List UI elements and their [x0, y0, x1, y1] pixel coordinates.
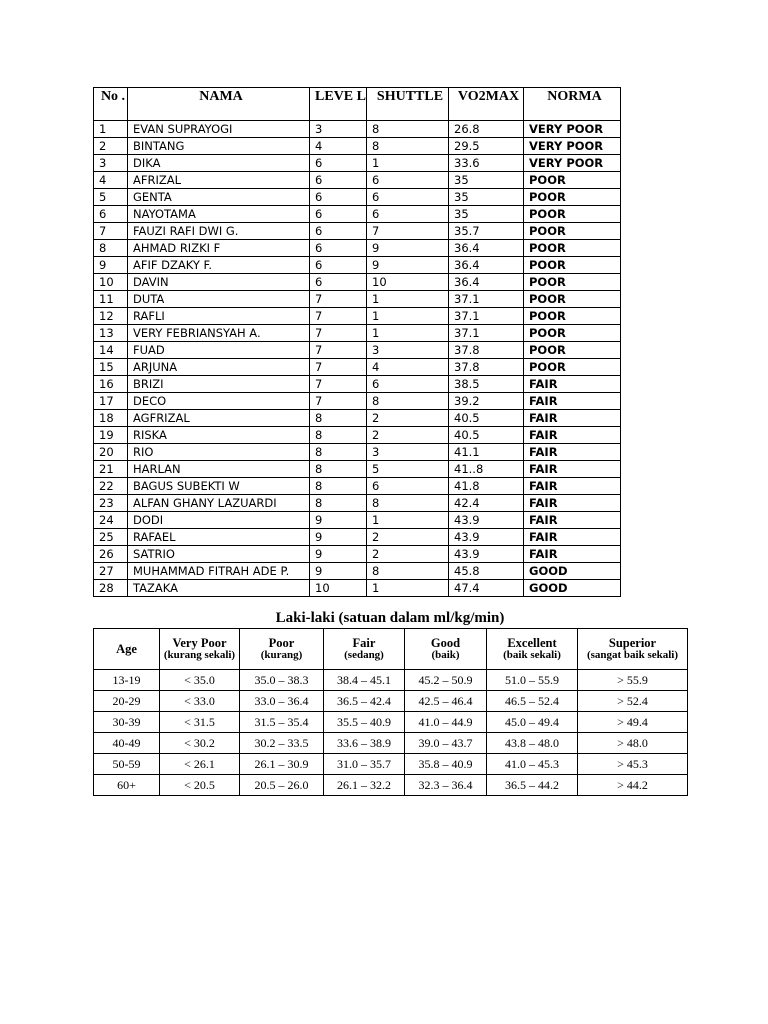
- cell-level: 9: [310, 563, 367, 580]
- cell-nama: ARJUNA: [128, 359, 310, 376]
- cell-norma: GOOD: [524, 580, 621, 597]
- cell-no: 3: [94, 155, 128, 172]
- cell-level: 7: [310, 393, 367, 410]
- cell-norma: FAIR: [524, 444, 621, 461]
- cell-range: 33.0 – 36.4: [240, 691, 324, 712]
- header-vo2max: VO2MAX: [449, 88, 524, 121]
- cell-no: 23: [94, 495, 128, 512]
- cell-nama: RIO: [128, 444, 310, 461]
- cell-shuttle: 6: [367, 478, 449, 495]
- norms-header-cell: [160, 629, 240, 670]
- cell-age: 60+: [94, 775, 160, 796]
- norms-header-sublabel: (baik sekali): [503, 649, 561, 661]
- table-row: [94, 691, 688, 712]
- cell-norma: FAIR: [524, 478, 621, 495]
- cell-range: 38.4 – 45.1: [324, 670, 405, 691]
- table-row: [94, 712, 688, 733]
- cell-range: < 31.5: [160, 712, 240, 733]
- table-row: [94, 359, 621, 376]
- cell-level: 6: [310, 274, 367, 291]
- cell-no: 16: [94, 376, 128, 393]
- cell-age: 50-59: [94, 754, 160, 775]
- cell-norma: POOR: [524, 257, 621, 274]
- cell-shuttle: 6: [367, 172, 449, 189]
- norms-header-label: Poor: [268, 636, 295, 650]
- cell-range: 35.5 – 40.9: [324, 712, 405, 733]
- norms-header-sublabel: (sedang): [344, 649, 384, 661]
- cell-level: 6: [310, 206, 367, 223]
- cell-level: 9: [310, 529, 367, 546]
- header-level: LEVE L: [310, 88, 367, 121]
- cell-norma: FAIR: [524, 461, 621, 478]
- cell-vo2max: 35.7: [449, 223, 524, 240]
- cell-norma: FAIR: [524, 393, 621, 410]
- norms-header-sublabel: (baik): [431, 649, 460, 661]
- table-row: [94, 444, 621, 461]
- table-row: [94, 512, 621, 529]
- header-norma: NORMA: [524, 88, 621, 121]
- cell-no: 2: [94, 138, 128, 155]
- table-row: [94, 427, 621, 444]
- table-row: [94, 155, 621, 172]
- table-row: [94, 563, 621, 580]
- header-no: No .: [94, 88, 128, 121]
- cell-norma: POOR: [524, 206, 621, 223]
- table-row: [94, 410, 621, 427]
- cell-nama: DIKA: [128, 155, 310, 172]
- cell-level: 6: [310, 189, 367, 206]
- results-header: [94, 88, 621, 121]
- cell-norma: FAIR: [524, 512, 621, 529]
- cell-no: 20: [94, 444, 128, 461]
- cell-no: 13: [94, 325, 128, 342]
- cell-range: > 49.4: [578, 712, 688, 733]
- norms-header-cell: [240, 629, 324, 670]
- cell-shuttle: 7: [367, 223, 449, 240]
- norms-header-label: Fair: [352, 636, 376, 650]
- cell-no: 26: [94, 546, 128, 563]
- cell-shuttle: 1: [367, 580, 449, 597]
- cell-level: 3: [310, 121, 367, 138]
- table-row: [94, 291, 621, 308]
- cell-range: 20.5 – 26.0: [240, 775, 324, 796]
- cell-vo2max: 45.8: [449, 563, 524, 580]
- cell-vo2max: 43.9: [449, 546, 524, 563]
- cell-no: 18: [94, 410, 128, 427]
- cell-shuttle: 8: [367, 393, 449, 410]
- cell-nama: HARLAN: [128, 461, 310, 478]
- cell-range: 42.5 – 46.4: [405, 691, 487, 712]
- cell-nama: FAUZI RAFI DWI G.: [128, 223, 310, 240]
- cell-level: 8: [310, 461, 367, 478]
- cell-vo2max: 35: [449, 172, 524, 189]
- cell-no: 9: [94, 257, 128, 274]
- table-row: [94, 478, 621, 495]
- cell-shuttle: 8: [367, 495, 449, 512]
- table-row: [94, 274, 621, 291]
- cell-level: 10: [310, 580, 367, 597]
- cell-vo2max: 37.1: [449, 325, 524, 342]
- table-row: [94, 172, 621, 189]
- cell-vo2max: 37.8: [449, 342, 524, 359]
- cell-range: 46.5 – 52.4: [487, 691, 578, 712]
- cell-nama: BAGUS SUBEKTI W: [128, 478, 310, 495]
- table-row: [94, 325, 621, 342]
- cell-vo2max: 37.1: [449, 308, 524, 325]
- cell-range: 41.0 – 45.3: [487, 754, 578, 775]
- cell-shuttle: 1: [367, 512, 449, 529]
- cell-range: > 48.0: [578, 733, 688, 754]
- cell-norma: FAIR: [524, 427, 621, 444]
- cell-level: 8: [310, 495, 367, 512]
- cell-vo2max: 29.5: [449, 138, 524, 155]
- cell-level: 6: [310, 172, 367, 189]
- cell-shuttle: 2: [367, 427, 449, 444]
- cell-shuttle: 1: [367, 308, 449, 325]
- cell-range: 35.0 – 38.3: [240, 670, 324, 691]
- norms-header-cell: [94, 629, 160, 670]
- cell-vo2max: 36.4: [449, 240, 524, 257]
- cell-nama: NAYOTAMA: [128, 206, 310, 223]
- cell-norma: FAIR: [524, 410, 621, 427]
- cell-nama: EVAN SUPRAYOGI: [128, 121, 310, 138]
- table-row: [94, 670, 688, 691]
- header-nama: NAMA: [128, 88, 310, 121]
- norms-header-label: Very Poor: [172, 636, 227, 650]
- cell-level: 7: [310, 308, 367, 325]
- cell-level: 6: [310, 155, 367, 172]
- cell-shuttle: 1: [367, 155, 449, 172]
- cell-norma: VERY POOR: [524, 138, 621, 155]
- cell-shuttle: 5: [367, 461, 449, 478]
- cell-level: 7: [310, 359, 367, 376]
- cell-nama: AGFRIZAL: [128, 410, 310, 427]
- cell-range: 32.3 – 36.4: [405, 775, 487, 796]
- table-row: [94, 206, 621, 223]
- cell-nama: VERY FEBRIANSYAH A.: [128, 325, 310, 342]
- cell-age: 30-39: [94, 712, 160, 733]
- cell-level: 9: [310, 546, 367, 563]
- cell-no: 12: [94, 308, 128, 325]
- cell-norma: POOR: [524, 325, 621, 342]
- cell-no: 27: [94, 563, 128, 580]
- table-row: [94, 257, 621, 274]
- cell-vo2max: 41.1: [449, 444, 524, 461]
- cell-level: 8: [310, 427, 367, 444]
- table-row: [94, 240, 621, 257]
- cell-level: 7: [310, 291, 367, 308]
- norms-table: [93, 628, 688, 796]
- cell-range: 36.5 – 42.4: [324, 691, 405, 712]
- cell-nama: BRIZI: [128, 376, 310, 393]
- table-row: [94, 393, 621, 410]
- cell-level: 7: [310, 376, 367, 393]
- norms-header-cell: [405, 629, 487, 670]
- cell-range: 45.0 – 49.4: [487, 712, 578, 733]
- cell-vo2max: 38.5: [449, 376, 524, 393]
- cell-norma: GOOD: [524, 563, 621, 580]
- cell-norma: FAIR: [524, 546, 621, 563]
- cell-norma: POOR: [524, 240, 621, 257]
- cell-range: 31.0 – 35.7: [324, 754, 405, 775]
- cell-norma: POOR: [524, 359, 621, 376]
- cell-no: 8: [94, 240, 128, 257]
- cell-vo2max: 37.8: [449, 359, 524, 376]
- cell-nama: AFRIZAL: [128, 172, 310, 189]
- cell-range: < 35.0: [160, 670, 240, 691]
- cell-norma: POOR: [524, 291, 621, 308]
- table-row: [94, 223, 621, 240]
- cell-range: 31.5 – 35.4: [240, 712, 324, 733]
- table-row: [94, 546, 621, 563]
- cell-range: 30.2 – 33.5: [240, 733, 324, 754]
- table-row: [94, 461, 621, 478]
- norms-header-label: Age: [116, 642, 137, 656]
- cell-norma: POOR: [524, 274, 621, 291]
- cell-range: 41.0 – 44.9: [405, 712, 487, 733]
- norms-header-sublabel: (sangat baik sekali): [586, 649, 679, 661]
- cell-age: 40-49: [94, 733, 160, 754]
- cell-age: 13-19: [94, 670, 160, 691]
- cell-vo2max: 39.2: [449, 393, 524, 410]
- cell-range: < 26.1: [160, 754, 240, 775]
- cell-nama: DODI: [128, 512, 310, 529]
- table-row: [94, 495, 621, 512]
- cell-range: > 45.3: [578, 754, 688, 775]
- cell-age: 20-29: [94, 691, 160, 712]
- cell-no: 4: [94, 172, 128, 189]
- cell-shuttle: 1: [367, 325, 449, 342]
- norms-header-label: Excellent: [507, 636, 557, 650]
- cell-no: 5: [94, 189, 128, 206]
- cell-vo2max: 41..8: [449, 461, 524, 478]
- cell-level: 7: [310, 325, 367, 342]
- cell-shuttle: 2: [367, 546, 449, 563]
- results-table: [93, 87, 621, 597]
- cell-nama: DUTA: [128, 291, 310, 308]
- cell-nama: GENTA: [128, 189, 310, 206]
- cell-norma: POOR: [524, 342, 621, 359]
- cell-range: 26.1 – 30.9: [240, 754, 324, 775]
- norms-header-row: [94, 629, 688, 670]
- cell-shuttle: 10: [367, 274, 449, 291]
- cell-vo2max: 37.1: [449, 291, 524, 308]
- cell-shuttle: 4: [367, 359, 449, 376]
- norms-header-cell: [578, 629, 688, 670]
- cell-range: 35.8 – 40.9: [405, 754, 487, 775]
- cell-norma: FAIR: [524, 495, 621, 512]
- cell-shuttle: 8: [367, 563, 449, 580]
- cell-norma: VERY POOR: [524, 155, 621, 172]
- norms-header-cell: [324, 629, 405, 670]
- cell-no: 11: [94, 291, 128, 308]
- cell-norma: POOR: [524, 172, 621, 189]
- table-row: [94, 775, 688, 796]
- cell-level: 6: [310, 240, 367, 257]
- table-row: [94, 754, 688, 775]
- cell-vo2max: 43.9: [449, 529, 524, 546]
- cell-norma: POOR: [524, 308, 621, 325]
- cell-shuttle: 3: [367, 342, 449, 359]
- cell-vo2max: 43.9: [449, 512, 524, 529]
- cell-vo2max: 40.5: [449, 410, 524, 427]
- cell-range: 26.1 – 32.2: [324, 775, 405, 796]
- cell-nama: ALFAN GHANY LAZUARDI: [128, 495, 310, 512]
- cell-no: 24: [94, 512, 128, 529]
- norms-header-label: Superior: [608, 636, 657, 650]
- cell-no: 6: [94, 206, 128, 223]
- norms-title: Laki-laki (satuan dalam ml/kg/min): [275, 610, 505, 626]
- cell-range: < 20.5: [160, 775, 240, 796]
- cell-vo2max: 36.4: [449, 274, 524, 291]
- cell-norma: FAIR: [524, 376, 621, 393]
- cell-range: > 44.2: [578, 775, 688, 796]
- table-row: [94, 529, 621, 546]
- cell-nama: AFIF DZAKY F.: [128, 257, 310, 274]
- cell-no: 14: [94, 342, 128, 359]
- cell-shuttle: 9: [367, 240, 449, 257]
- cell-no: 21: [94, 461, 128, 478]
- norms-header: [94, 629, 688, 670]
- cell-no: 1: [94, 121, 128, 138]
- cell-nama: RAFAEL: [128, 529, 310, 546]
- table-row: [94, 733, 688, 754]
- cell-level: 6: [310, 257, 367, 274]
- cell-nama: MUHAMMAD FITRAH ADE P.: [128, 563, 310, 580]
- header-shuttle: SHUTTLE: [367, 88, 449, 121]
- cell-range: > 55.9: [578, 670, 688, 691]
- cell-vo2max: 26.8: [449, 121, 524, 138]
- cell-no: 10: [94, 274, 128, 291]
- cell-range: 36.5 – 44.2: [487, 775, 578, 796]
- cell-shuttle: 6: [367, 206, 449, 223]
- cell-norma: POOR: [524, 223, 621, 240]
- cell-shuttle: 8: [367, 138, 449, 155]
- norms-body: [94, 670, 688, 796]
- table-row: [94, 308, 621, 325]
- cell-no: 28: [94, 580, 128, 597]
- cell-nama: RAFLI: [128, 308, 310, 325]
- cell-vo2max: 36.4: [449, 257, 524, 274]
- cell-norma: VERY POOR: [524, 121, 621, 138]
- cell-shuttle: 6: [367, 376, 449, 393]
- cell-no: 17: [94, 393, 128, 410]
- table-row: [94, 580, 621, 597]
- table-row: [94, 138, 621, 155]
- cell-range: < 33.0: [160, 691, 240, 712]
- norms-header-label: Good: [430, 636, 461, 650]
- table-row: [94, 342, 621, 359]
- cell-range: > 52.4: [578, 691, 688, 712]
- cell-level: 7: [310, 342, 367, 359]
- cell-nama: TAZAKA: [128, 580, 310, 597]
- cell-no: 22: [94, 478, 128, 495]
- cell-nama: DAVIN: [128, 274, 310, 291]
- cell-range: < 30.2: [160, 733, 240, 754]
- cell-level: 9: [310, 512, 367, 529]
- cell-shuttle: 2: [367, 529, 449, 546]
- cell-no: 7: [94, 223, 128, 240]
- results-body: [94, 121, 621, 597]
- cell-vo2max: 40.5: [449, 427, 524, 444]
- cell-nama: FUAD: [128, 342, 310, 359]
- cell-range: 33.6 – 38.9: [324, 733, 405, 754]
- cell-vo2max: 35: [449, 189, 524, 206]
- cell-level: 6: [310, 223, 367, 240]
- cell-range: 45.2 – 50.9: [405, 670, 487, 691]
- cell-no: 15: [94, 359, 128, 376]
- cell-nama: SATRIO: [128, 546, 310, 563]
- cell-level: 8: [310, 478, 367, 495]
- cell-range: 43.8 – 48.0: [487, 733, 578, 754]
- table-row: [94, 121, 621, 138]
- cell-shuttle: 3: [367, 444, 449, 461]
- norms-header-sublabel: (kurang sekali): [163, 649, 236, 661]
- cell-level: 8: [310, 410, 367, 427]
- results-header-row: [94, 88, 621, 121]
- cell-nama: BINTANG: [128, 138, 310, 155]
- table-row: [94, 376, 621, 393]
- cell-shuttle: 6: [367, 189, 449, 206]
- cell-level: 4: [310, 138, 367, 155]
- cell-shuttle: 8: [367, 121, 449, 138]
- cell-vo2max: 33.6: [449, 155, 524, 172]
- cell-vo2max: 42.4: [449, 495, 524, 512]
- cell-range: 51.0 – 55.9: [487, 670, 578, 691]
- cell-level: 8: [310, 444, 367, 461]
- cell-shuttle: 9: [367, 257, 449, 274]
- cell-range: 39.0 – 43.7: [405, 733, 487, 754]
- cell-vo2max: 41.8: [449, 478, 524, 495]
- norms-header-cell: [487, 629, 578, 670]
- cell-shuttle: 1: [367, 291, 449, 308]
- cell-nama: DECO: [128, 393, 310, 410]
- norms-header-sublabel: (kurang): [260, 649, 303, 661]
- table-row: [94, 189, 621, 206]
- cell-no: 19: [94, 427, 128, 444]
- cell-norma: POOR: [524, 189, 621, 206]
- cell-vo2max: 35: [449, 206, 524, 223]
- cell-norma: FAIR: [524, 529, 621, 546]
- cell-vo2max: 47.4: [449, 580, 524, 597]
- cell-nama: AHMAD RIZKI F: [128, 240, 310, 257]
- cell-no: 25: [94, 529, 128, 546]
- cell-nama: RISKA: [128, 427, 310, 444]
- cell-shuttle: 2: [367, 410, 449, 427]
